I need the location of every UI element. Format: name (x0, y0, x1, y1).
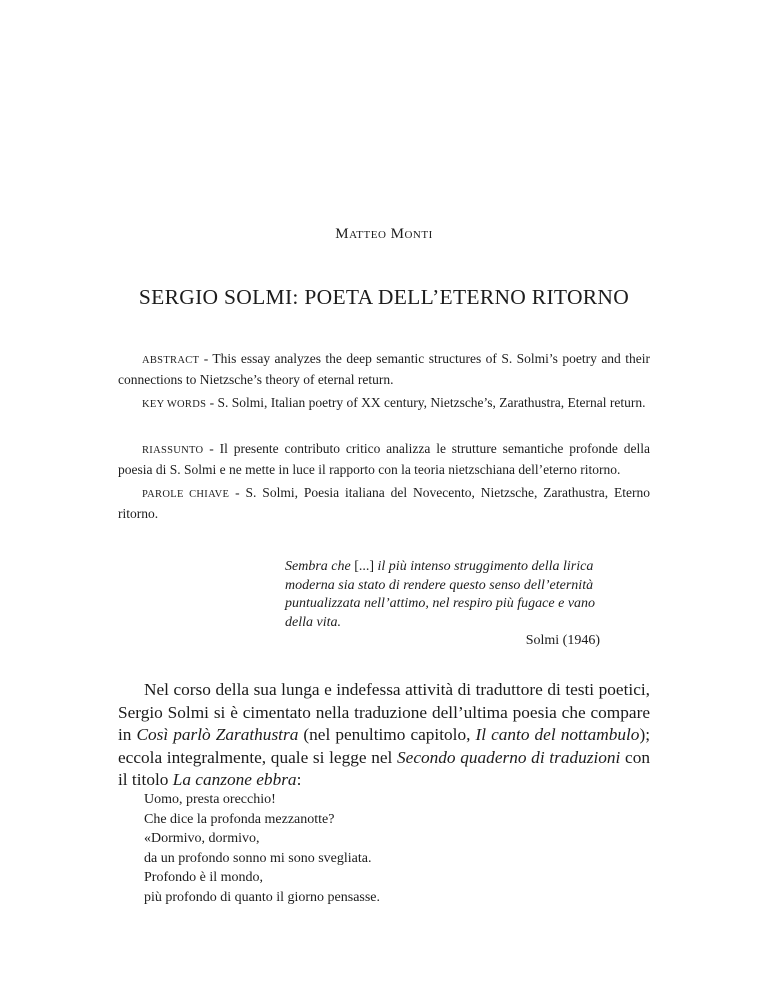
parole-chiave-paragraph (118, 483, 650, 523)
abstract-label: ABSTRACT (142, 355, 200, 366)
abstract-english (118, 349, 650, 414)
parole-chiave-label: PAROLE CHIAVE (142, 489, 230, 500)
parole-chiave-text: - S. Solmi, Poesia italiana del Novecento, Nietzsche, Zarathustra, Eterno ritorno. (118, 485, 650, 521)
body-text-5: : (296, 770, 302, 790)
body-paragraph (118, 679, 650, 792)
epigraph-text-1: Sembra che (285, 559, 355, 574)
book-title: Secondo quaderno di traduzioni (397, 747, 621, 767)
verse-line: Profondo è il mondo, (144, 870, 263, 885)
author-initial-1: M (335, 226, 350, 242)
epigraph-ellipsis: [...] (354, 559, 375, 574)
epigraph-source: Solmi (1946) (525, 633, 600, 648)
work-title-zarathustra: Così parlò Zarathustra (136, 725, 299, 745)
keywords-label: KEY WORDS (142, 399, 207, 410)
author-firstname-rest: ATTEO (349, 229, 387, 241)
author-initial-2: M (390, 226, 405, 242)
author-lastname-rest: ONTI (404, 229, 433, 241)
abstract-paragraph (118, 349, 650, 389)
verse-line: Che dice la profonda mezzanotte? (144, 811, 335, 827)
verse-line: da un profondo sonno mi sono svegliata. (144, 850, 372, 866)
abstract-text: - This essay analyzes the deep semantic structures of S. Solmi’s poetry and their connections to Nietzsche’s theory of eternal return. (118, 351, 650, 387)
keywords-paragraph (118, 393, 650, 414)
body-text-1: Nel corso della sua lunga e indefessa attività di traduttore di testi poetici, Sergio Solmi si è cimentato nella traduzione dell’ultima poesia che compare in (118, 680, 650, 745)
epigraph (285, 558, 600, 651)
article-title: SERGIO SOLMI: POETA DELL’ETERNO RITORNO (138, 285, 630, 309)
epigraph-quote (285, 558, 600, 632)
abstract-italian (118, 439, 650, 523)
riassunto-label: RIASSUNTO (142, 445, 204, 456)
verse-line: Uomo, presta orecchio! (144, 792, 276, 807)
verse-line: più profondo di quanto il giorno pensasse. (144, 889, 381, 905)
body-text-3: ); eccola integralmente, quale si legge nel (118, 725, 650, 767)
verse-quotation (144, 790, 380, 907)
riassunto-text: - Il presente contributo critico analizza le strutture semantiche profonde della poesia di S. Solmi e ne mette in luce il rapporto con la teoria nietzschiana dell’eterno ritorno. (118, 441, 650, 477)
poem-title: La canzone ebbra (172, 770, 297, 790)
author-name (0, 226, 768, 243)
epigraph-text-2: il più intenso struggimento della lirica moderna sia stato di rendere questo senso dell’eternità puntualizzata nell’attimo, nel respiro più fugace e vano della vita. (285, 559, 596, 630)
body-text-2: (nel penultimo capitolo, (298, 725, 476, 745)
body-text (118, 679, 650, 792)
verse-line: «Dormivo, dormivo, (144, 831, 260, 846)
riassunto-paragraph (118, 439, 650, 479)
chapter-title: Il canto del nottambulo (475, 725, 640, 745)
body-text-4: con il titolo (118, 747, 650, 790)
keywords-text: - S. Solmi, Italian poetry of XX century, Nietzsche’s, Zarathustra, Eternal return. (206, 395, 646, 410)
